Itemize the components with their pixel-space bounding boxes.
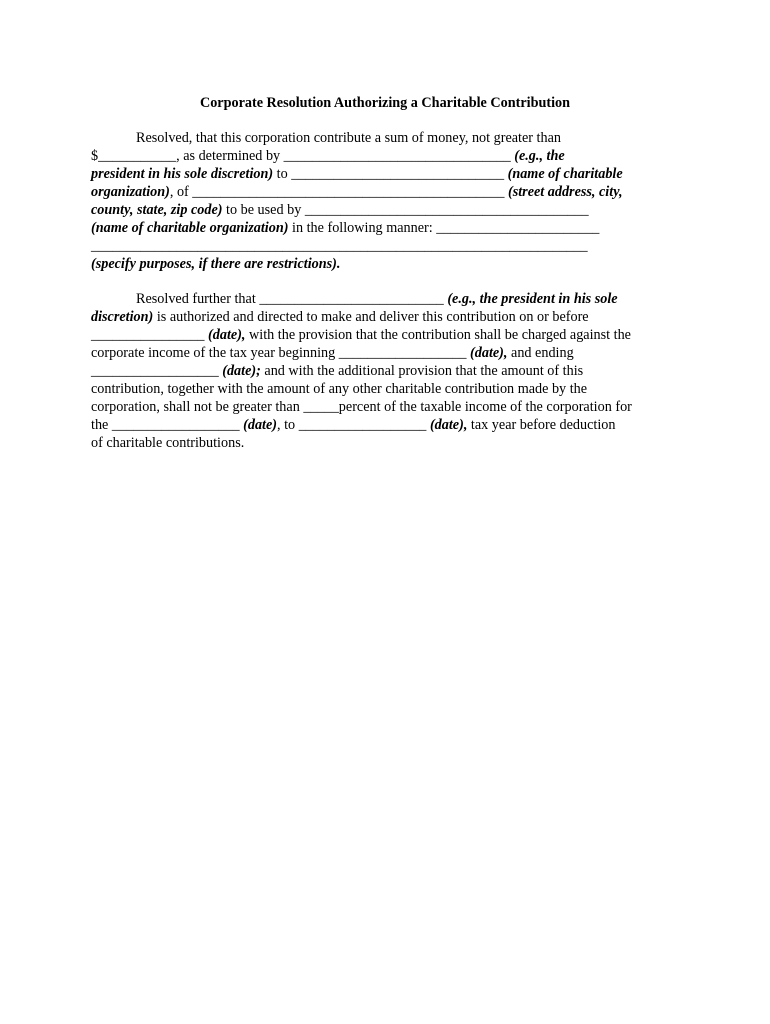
para2-text: and ending — [507, 345, 574, 361]
para1-text: $___________, as determined by ________________________________ — [91, 148, 515, 164]
para1-line-6 — [91, 219, 599, 237]
para1-hint: (e.g., the — [514, 148, 565, 164]
para2-hint: (date); — [222, 363, 261, 379]
para2-text: corporation, shall not be greater than _____percent of the taxable income of the corporation for — [91, 399, 632, 415]
para2-line-7 — [91, 398, 632, 416]
para1-hint: (specify purposes, if there are restrictions). — [91, 256, 341, 272]
para1-line-8 — [91, 255, 340, 273]
para2-text: ________________ — [91, 327, 209, 343]
para1-hint: organization) — [91, 184, 170, 200]
para2-hint: (date) — [243, 417, 278, 433]
para1-text: to be used by ________________________________________ — [222, 202, 589, 218]
para2-line-1 — [136, 290, 618, 308]
para2-line-5 — [91, 362, 583, 380]
para2-hint: (e.g., the president in his sole — [447, 291, 618, 307]
para1-line-4 — [91, 183, 623, 201]
para1-text: Resolved, that this corporation contribute a sum of money, not greater than — [136, 130, 561, 146]
para2-line-3 — [91, 326, 631, 344]
para2-text: the __________________ — [91, 417, 244, 433]
para1-hint: (name of charitable organization) — [91, 220, 289, 236]
para1-line-1 — [136, 129, 561, 147]
para1-hint: (street address, city, — [507, 184, 623, 200]
para2-line-9 — [91, 434, 244, 452]
para2-text: is authorized and directed to make and deliver this contribution on or before — [153, 309, 589, 325]
para1-hint: county, state, zip code) — [91, 202, 223, 218]
para2-text: Resolved further that __________________________ — [136, 291, 448, 307]
para2-text: contribution, together with the amount of any other charitable contribution made by the — [91, 381, 588, 397]
para2-hint: (date), — [208, 327, 246, 343]
para2-hint: (date), — [429, 417, 468, 433]
para2-line-4 — [91, 344, 574, 362]
document-title: Corporate Resolution Authorizing a Charitable Contribution — [199, 95, 571, 111]
para1-line-5 — [91, 201, 589, 219]
para2-line-8 — [91, 416, 616, 434]
para2-text: of charitable contributions. — [91, 435, 245, 451]
para2-text: with the provision that the contribution shall be charged against the — [245, 327, 631, 343]
para1-text: , of ____________________________________________ — [169, 184, 508, 200]
para1-line-3 — [91, 165, 623, 183]
para2-hint: discretion) — [91, 309, 154, 325]
para2-text: and with the additional provision that the amount of this — [260, 363, 584, 379]
para2-hint: (date), — [470, 345, 508, 361]
para2-text: , to __________________ — [277, 417, 430, 433]
para2-text: corporate income of the tax year beginning __________________ — [91, 345, 471, 361]
para2-line-2 — [91, 308, 589, 326]
para1-hint: president in his sole discretion) — [91, 166, 274, 182]
para1-text: in the following manner: _______________________ — [288, 220, 600, 236]
para1-text: ______________________________________________________________________ — [91, 238, 588, 254]
para1-line-2 — [91, 147, 565, 165]
para2-line-6 — [91, 380, 587, 398]
para2-text: __________________ — [91, 363, 223, 379]
para1-text: to ______________________________ — [273, 166, 508, 182]
para1-line-7 — [91, 237, 588, 255]
para1-hint: (name of charitable — [507, 166, 623, 182]
para2-text: tax year before deduction — [467, 417, 616, 433]
